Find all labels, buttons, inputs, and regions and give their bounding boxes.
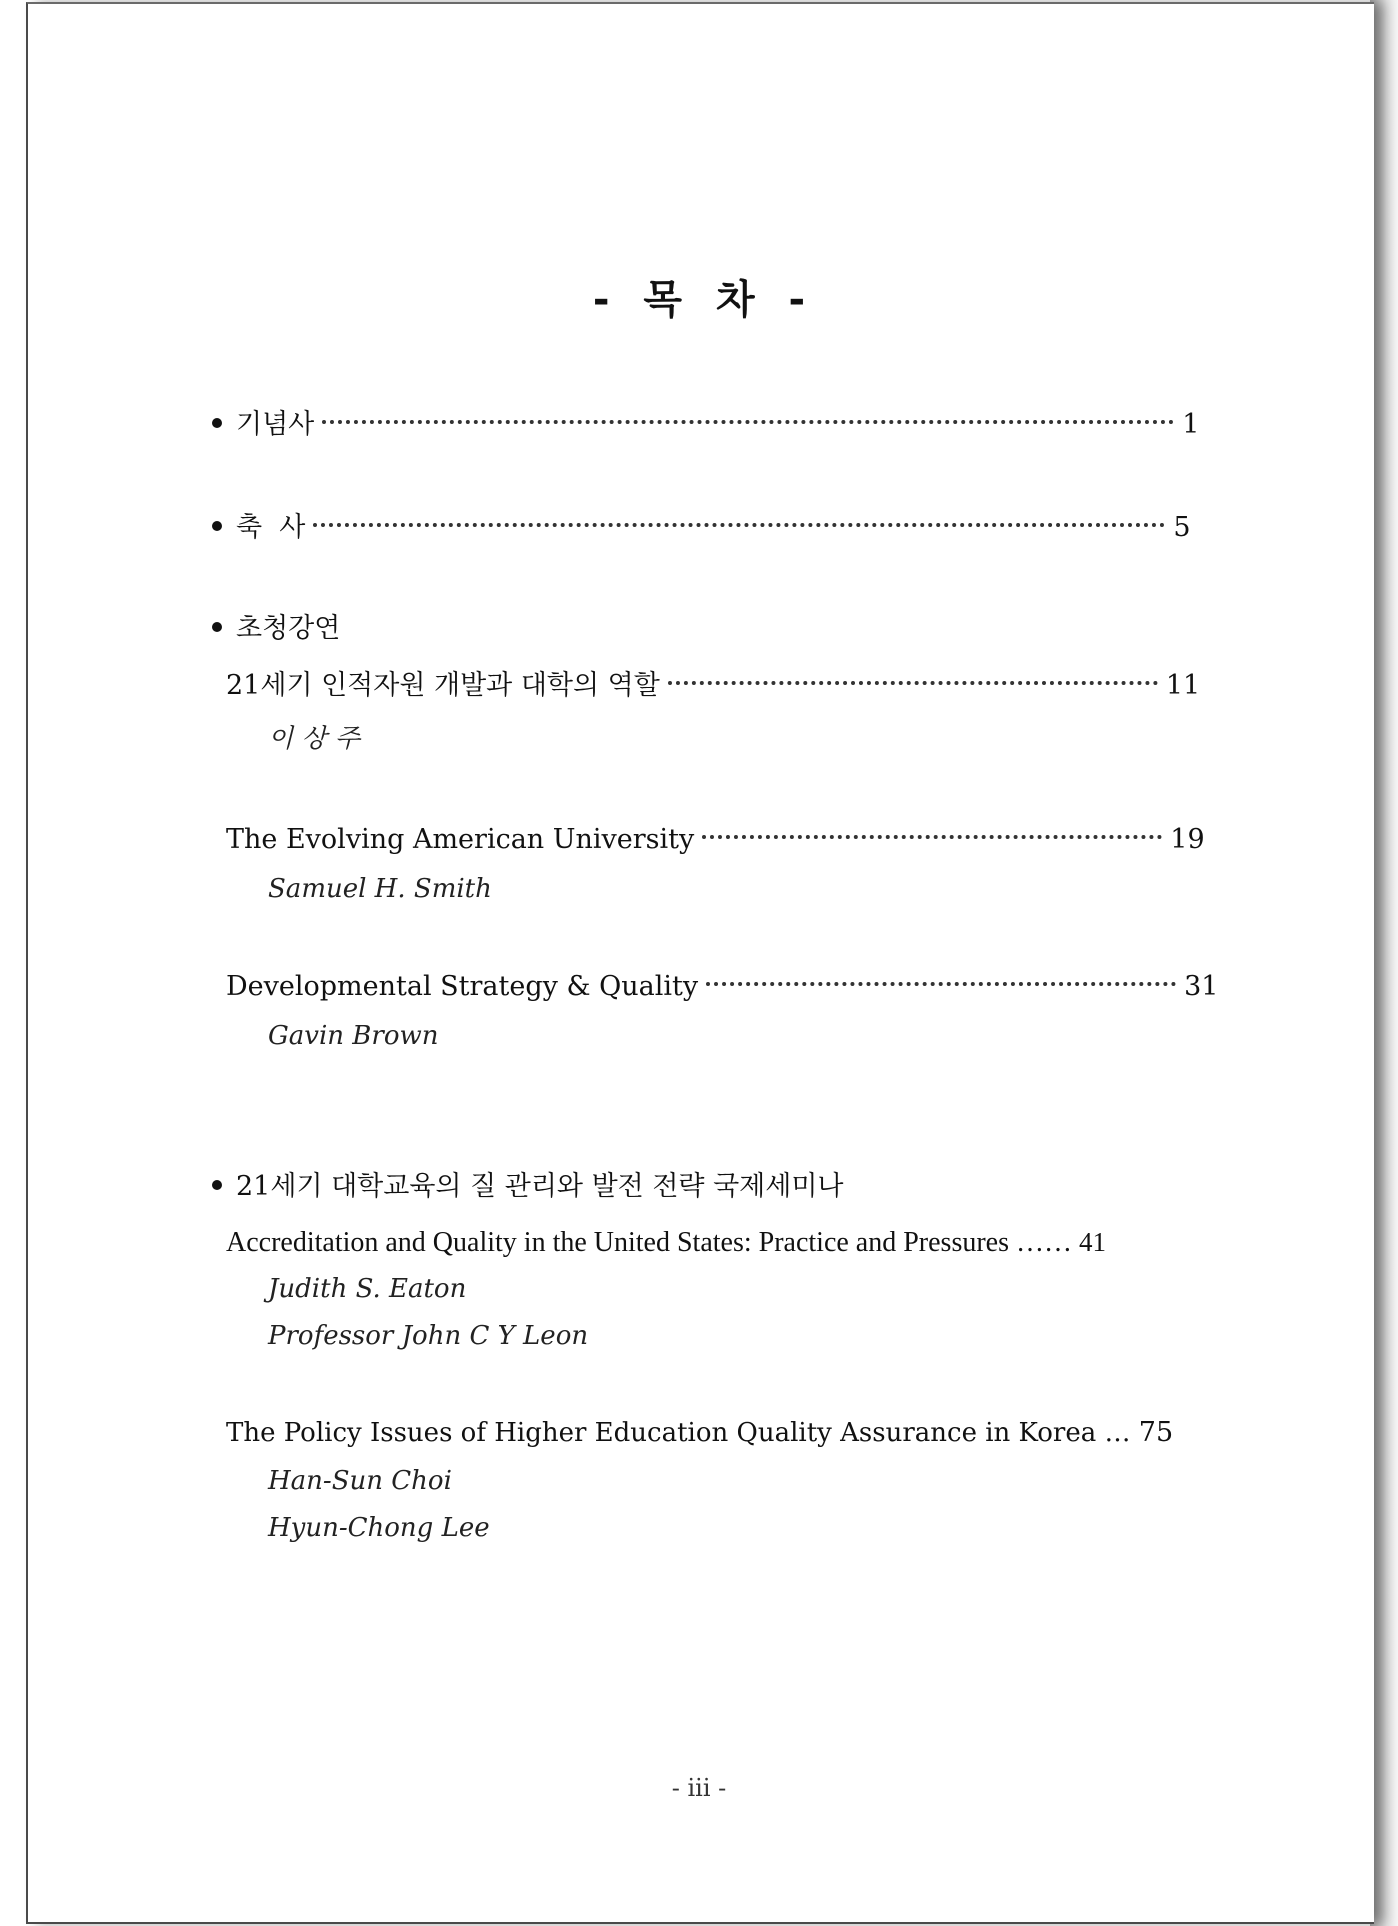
toc-entry-author: Professor John C Y Leon [268,1321,589,1351]
bullet-icon [212,1180,222,1190]
toc-entry-author: Hyun-Chong Lee [268,1513,490,1543]
toc-page-number: 41 [1079,1227,1107,1257]
toc-entry[interactable] [226,823,1205,857]
toc-page-number: 1 [1182,409,1200,440]
toc-entry[interactable] [226,1225,1106,1260]
dot-leader [668,677,1158,685]
dot-leader [706,978,1176,986]
toc-entry[interactable] [226,1416,1173,1450]
toc-entry-author: Judith S. Eaton [268,1274,467,1304]
toc-item-commemorative[interactable] [212,408,1199,442]
toc-entry[interactable] [226,970,1218,1004]
toc-page-number: 11 [1165,670,1201,701]
toc-item-label: 축 사 [236,512,306,543]
page-title: - 목 차 - [592,277,806,323]
bullet-icon [212,622,222,632]
dot-leader [702,831,1162,839]
toc-entry-author: 이 상 주 [268,724,360,754]
toc-entry-title: Accreditation and Quality in the United States: Practice and Pressures [226,1227,1010,1258]
toc-page-number: 19 [1170,824,1205,855]
toc-entry[interactable] [226,669,1200,703]
section-heading-invited: 초청강연 [212,612,340,646]
page-number-footer: - iii - [671,1774,727,1802]
toc-entry-title: The Evolving American University [226,824,695,855]
toc-item-label: 기념사 [236,409,315,440]
ellipsis-leader: … [1104,1418,1131,1448]
toc-page-number: 5 [1173,512,1191,543]
bullet-icon [212,521,222,531]
bullet-icon [212,418,222,428]
dot-leader [313,519,1165,527]
ellipsis-leader: …… [1016,1227,1073,1258]
toc-entry-author: Han-Sun Choi [268,1466,452,1496]
toc-entry-title: Developmental Strategy & Quality [226,971,699,1002]
toc-entry-title: The Policy Issues of Higher Education Quality Assurance in Korea [226,1418,1097,1448]
toc-entry-author: Gavin Brown [268,1021,439,1051]
toc-entry-title: 21세기 인적자원 개발과 대학의 역할 [226,670,660,701]
toc-entry-author: Samuel H. Smith [268,874,492,904]
toc-page-number: 75 [1138,1417,1174,1448]
toc-page-number: 31 [1184,971,1219,1002]
dot-leader [322,416,1174,424]
toc-item-congratulatory[interactable] [212,511,1191,545]
section-heading-seminar: 21세기 대학교육의 질 관리와 발전 전략 국제세미나 [212,1170,844,1204]
